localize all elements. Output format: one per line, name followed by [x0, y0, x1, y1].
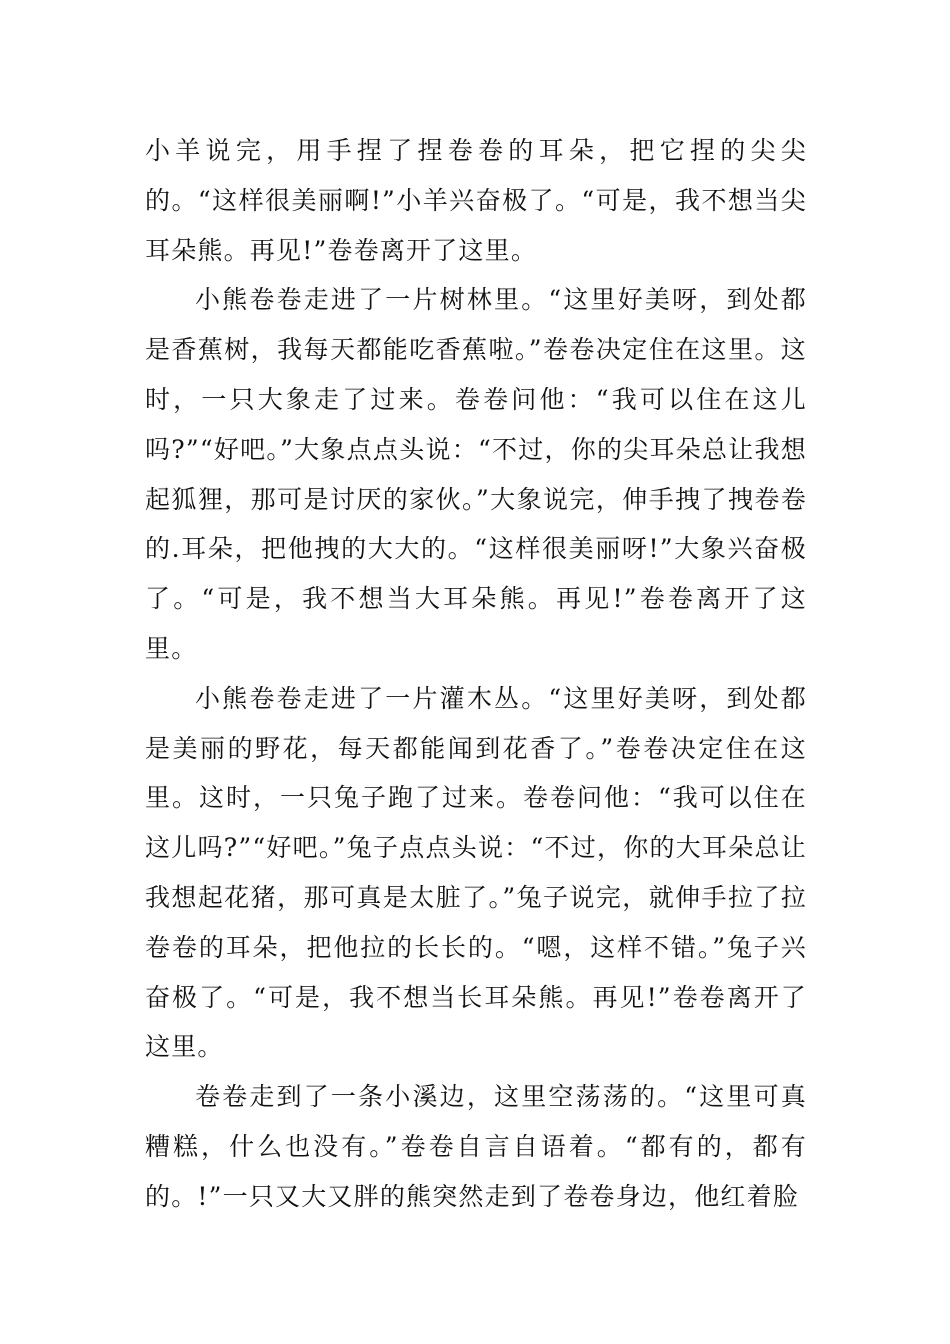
story-text	[145, 126, 807, 1222]
paragraph-2: 小熊卷卷走进了一片树林里。“这里好美呀，到处都是香蕉树，我每天都能吃香蕉啦。”卷卷决定住在这里。这时，一只大象走了过来。卷卷问他：“我可以住在这儿吗?”“好吧。”大象点点头说：“不过，你的尖耳朵总让我想起狐狸，那可是讨厌的家伙。”大象说完，伸手拽了拽卷卷的.耳朵，把他拽的大大的。“这样很美丽呀!”大象兴奋极了。“可是，我不想当大耳朵熊。再见!”卷卷离开了这里。	[145, 285, 807, 663]
paragraph-3: 小熊卷卷走进了一片灌木丛。“这里好美呀，到处都是美丽的野花，每天都能闻到花香了。”卷卷决定住在这里。这时，一只兔子跑了过来。卷卷问他：“我可以住在这儿吗?”“好吧。”兔子点点头说：“不过，你的大耳朵总让我想起花猪，那可真是太脏了。”兔子说完，就伸手拉了拉卷卷的耳朵，把他拉的长长的。“嗯，这样不错。”兔子兴奋极了。“可是，我不想当长耳朵熊。再见!”卷卷离开了这里。	[145, 683, 807, 1062]
paragraph-1: 小羊说完，用手捏了捏卷卷的耳朵，把它捏的尖尖的。“这样很美丽啊!”小羊兴奋极了。“可是，我不想当尖耳朵熊。再见!”卷卷离开了这里。	[145, 136, 807, 265]
paragraph-4: 卷卷走到了一条小溪边，这里空荡荡的。“这里可真糟糕，什么也没有。”卷卷自言自语着。“都有的，都有的。!”一只又大又胖的熊突然走到了卷卷身边，他红着脸	[145, 1082, 807, 1211]
